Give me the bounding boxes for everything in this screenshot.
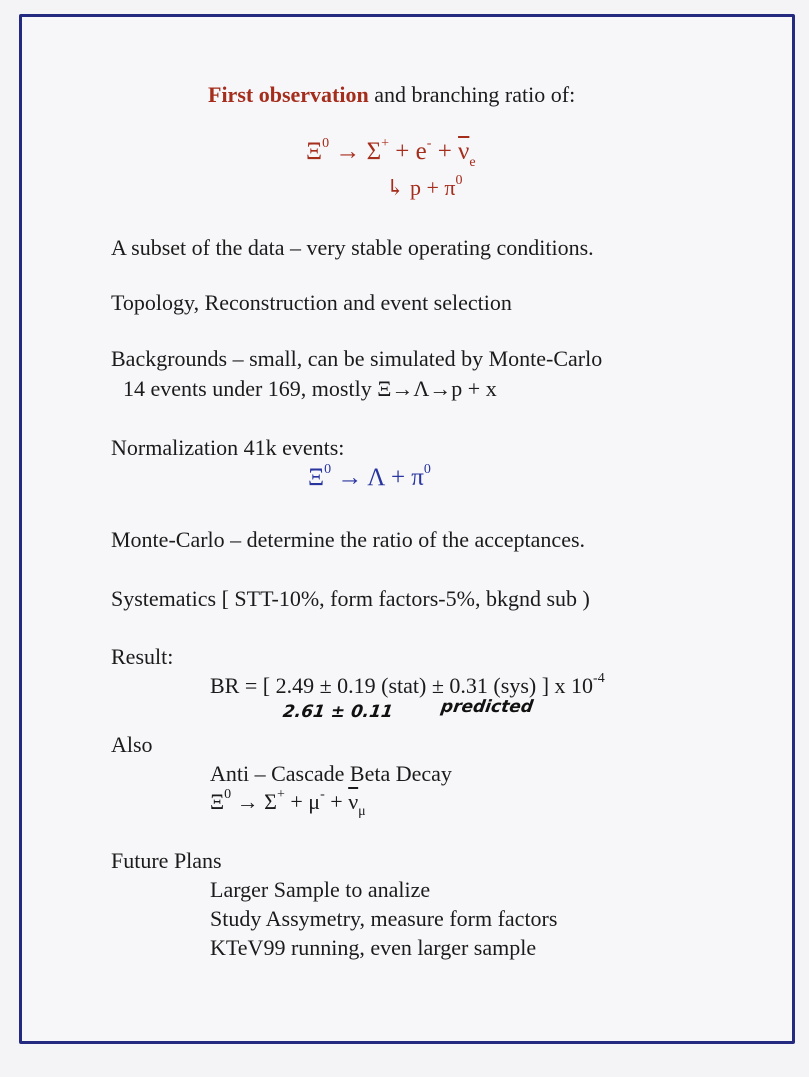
handwritten-note: predicted [439, 697, 535, 717]
montecarlo-line: Monte-Carlo – determine the ratio of the acceptances. [111, 527, 586, 552]
normalization-line: Normalization 41k events: [111, 435, 345, 460]
future-plans-label: Future Plans [111, 848, 222, 873]
antineutrino-symbol: $\overline{\nu}$ [348, 789, 359, 814]
decay-arrow: → [337, 464, 363, 491]
sigma-charge: + [276, 786, 285, 802]
result-label: Result: [111, 644, 174, 669]
decay-equation-muon [210, 786, 366, 820]
muon-charge: - [320, 786, 325, 802]
decay-equation-normalization [308, 461, 431, 492]
systematics-line: Systematics [ STT-10%, form factors-5%, bkgnd sub ) [111, 586, 590, 611]
anti-cascade-line: Anti – Cascade Beta Decay [210, 761, 452, 786]
subset-line: A subset of the data – very stable operating conditions. [111, 235, 594, 260]
pion-symbol: π [411, 464, 424, 491]
slide-title [208, 82, 575, 108]
handwritten-value: 2.61 ± 0.11 [281, 702, 395, 722]
plus-sign-2: + [437, 138, 452, 165]
xi-symbol: Ξ [210, 789, 225, 814]
xi-symbol: Ξ [308, 464, 325, 491]
sigma-symbol: Σ [366, 138, 382, 165]
xi-symbol: Ξ [306, 138, 323, 165]
antineutrino-flavor: μ [358, 804, 366, 820]
lambda-symbol: Λ [367, 464, 385, 491]
sub-decay [386, 172, 463, 201]
xi-charge: 0 [224, 786, 232, 802]
br-value: BR = [ 2.49 ± 0.19 (stat) ± 0.31 (sys) ] x 10 [210, 673, 594, 698]
hook-arrow-icon: ↳ [386, 175, 405, 200]
plus-sign: + [290, 789, 303, 814]
pion-charge: 0 [455, 172, 463, 188]
antineutrino-flavor: e [469, 155, 476, 170]
muon-symbol: μ [308, 789, 321, 814]
topology-line: Topology, Reconstruction and event selection [111, 290, 512, 315]
decay-equation-main [306, 135, 476, 170]
plus-sign: + [395, 138, 410, 165]
sigma-symbol: Σ [264, 789, 277, 814]
electron-charge: - [426, 135, 432, 151]
xi-charge: 0 [322, 135, 330, 151]
future-item: Larger Sample to analize [210, 877, 431, 902]
decay-arrow: → [236, 789, 259, 814]
backgrounds-line: Backgrounds – small, can be simulated by Monte-Carlo [111, 346, 603, 371]
plus-sign-2: + [330, 789, 343, 814]
br-exponent: -4 [593, 670, 605, 686]
future-item: KTeV99 running, even larger sample [210, 935, 537, 960]
title-rest: and branching ratio of: [368, 82, 576, 107]
plus-sign: + [390, 464, 406, 491]
decay-arrow: → [335, 138, 361, 165]
pion-charge: 0 [423, 461, 431, 477]
also-label: Also [111, 732, 153, 757]
title-highlight: First observation [208, 82, 369, 107]
electron-symbol: e [415, 138, 427, 165]
branching-ratio [210, 670, 605, 699]
sigma-charge: + [381, 135, 390, 151]
backgrounds-detail-line: 14 events under 169, mostly Ξ→Λ→p + x [123, 376, 497, 401]
sub-decay-products: p + π [409, 175, 456, 200]
future-item: Study Assymetry, measure form factors [210, 906, 558, 931]
xi-charge: 0 [324, 461, 332, 477]
antineutrino-symbol: $\overline{\nu}$ [458, 138, 470, 165]
